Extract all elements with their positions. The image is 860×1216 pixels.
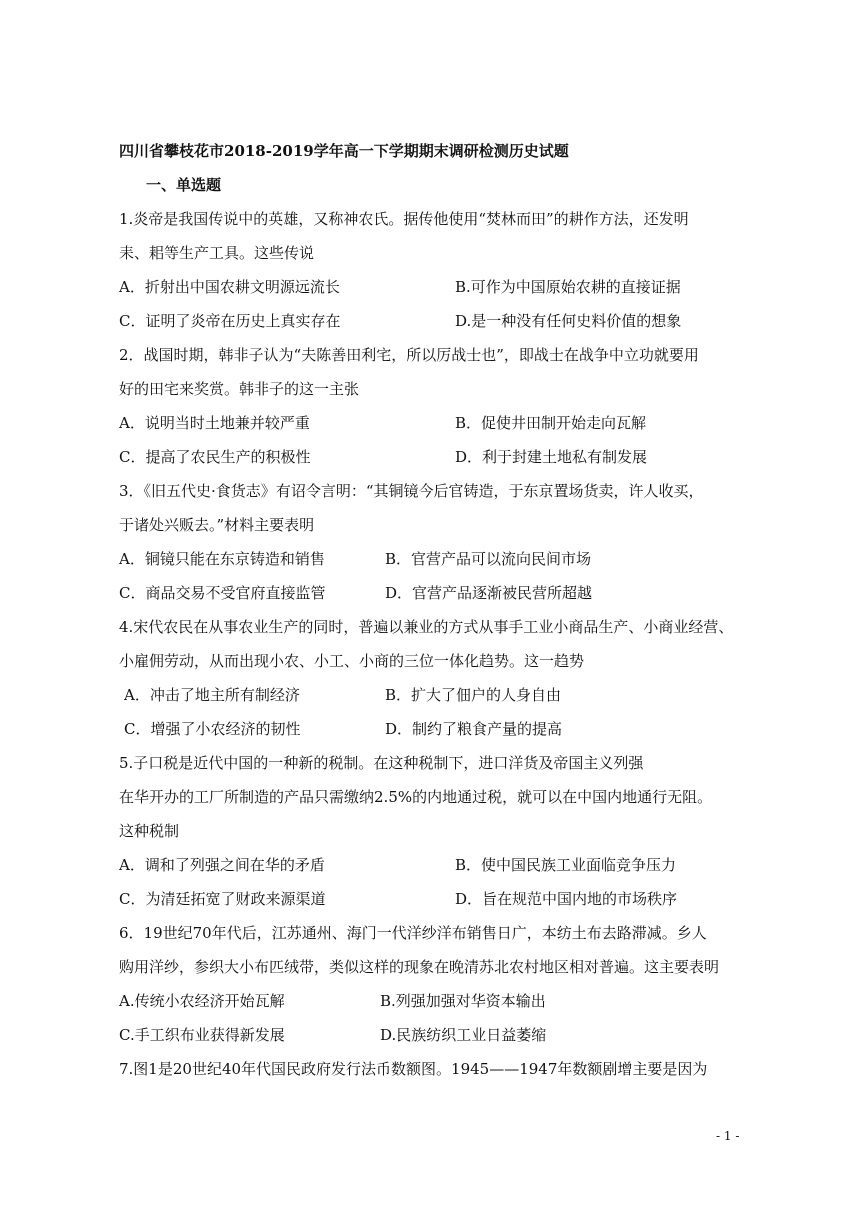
question-stem-line: 1.炎帝是我国传说中的英雄，又称神农氏。据传他使用“焚林而田”的耕作方法，还发明 xyxy=(119,210,689,228)
page-number: - 1 - xyxy=(716,1129,740,1143)
question-stem-line: 这种税制 xyxy=(119,822,180,840)
option-a: A．说明当时土地兼并较严重 xyxy=(119,414,310,432)
question-stem-line: 在华开办的工厂所制造的产品只需缴纳2.5%的内地通过税，就可以在中国内地通行无阻。 xyxy=(119,788,713,806)
question-stem-line: 4.宋代农民在从事农业生产的同时，普遍以兼业的方式从事手工业小商品生产、小商业经营、 xyxy=(119,618,734,636)
question-stem-line: 耒、耜等生产工具。这些传说 xyxy=(119,244,315,262)
question-stem-line: 2．战国时期，韩非子认为“夫陈善田利宅，所以厉战士也”，即战士在战争中立功就要用 xyxy=(119,346,699,364)
question-stem-line: 于诸处兴贩去。”材料主要表明 xyxy=(119,516,315,534)
question-stem-line: 购用洋纱，参织大小布匹绒带，类似这样的现象在晚清苏北农村地区相对普遍。这主要表明 xyxy=(119,958,720,976)
option-c: C．提高了农民生产的积极性 xyxy=(119,448,311,466)
question-stem-line: 6．19世纪70年代后，江苏通州、海门一代洋纱洋布销售日广，本纺土布去路滞减。乡人 xyxy=(119,924,707,942)
option-d: D．官营产品逐渐被民营所超越 xyxy=(385,584,593,602)
option-a: A.传统小农经济开始瓦解 xyxy=(119,992,285,1010)
option-d: D．制约了粮食产量的提高 xyxy=(385,720,563,738)
section-heading: 一、单选题 xyxy=(146,176,222,194)
question-stem-line: 小雇佣劳动，从而出现小农、小工、小商的三位一体化趋势。这一趋势 xyxy=(119,652,585,670)
option-b: B．扩大了佃户的人身自由 xyxy=(385,686,562,704)
option-d: D．利于封建土地私有制发展 xyxy=(455,448,648,466)
option-b: B.列强加强对华资本输出 xyxy=(380,992,546,1010)
option-b: B.可作为中国原始农耕的直接证据 xyxy=(455,278,681,296)
option-d: D.是一种没有任何史料价值的想象 xyxy=(455,312,682,330)
question-stem-line: 3．《旧五代史·食货志》有诏令言明：“其铜镜今后官铸造，于东京置场货卖，许人收买， xyxy=(119,482,704,500)
option-c: C．为清廷拓宽了财政来源渠道 xyxy=(119,890,326,908)
option-b: B．使中国民族工业面临竞争压力 xyxy=(455,856,677,874)
option-c: C.手工织布业获得新发展 xyxy=(119,1026,285,1044)
question-stem-line: 5.子口税是近代中国的一种新的税制。在这种税制下，进口洋货及帝国主义列强 xyxy=(119,754,644,772)
option-d: D.民族纺织工业日益萎缩 xyxy=(380,1026,547,1044)
option-b: B．促使井田制开始走向瓦解 xyxy=(455,414,647,432)
question-stem-line: 7.图1是20世纪40年代国民政府发行法币数额图。1945——1947年数额剧增主要是因为 xyxy=(119,1060,708,1078)
option-c: C．证明了炎帝在历史上真实存在 xyxy=(119,312,341,330)
question-stem-line: 好的田宅来奖赏。韩非子的这一主张 xyxy=(119,380,360,398)
option-d: D．旨在规范中国内地的市场秩序 xyxy=(455,890,678,908)
option-a: A．铜镜只能在东京铸造和销售 xyxy=(119,550,325,568)
option-b: B．官营产品可以流向民间市场 xyxy=(385,550,592,568)
option-c: C．商品交易不受官府直接监管 xyxy=(119,584,326,602)
option-c: C．增强了小农经济的韧性 xyxy=(124,720,301,738)
option-a: A．冲击了地主所有制经济 xyxy=(124,686,300,704)
document-title: 四川省攀枝花市2018-2019学年高一下学期期末调研检测历史试题 xyxy=(119,142,569,160)
option-a: A．折射出中国农耕文明源远流长 xyxy=(119,278,340,296)
option-a: A．调和了列强之间在华的矛盾 xyxy=(119,856,325,874)
